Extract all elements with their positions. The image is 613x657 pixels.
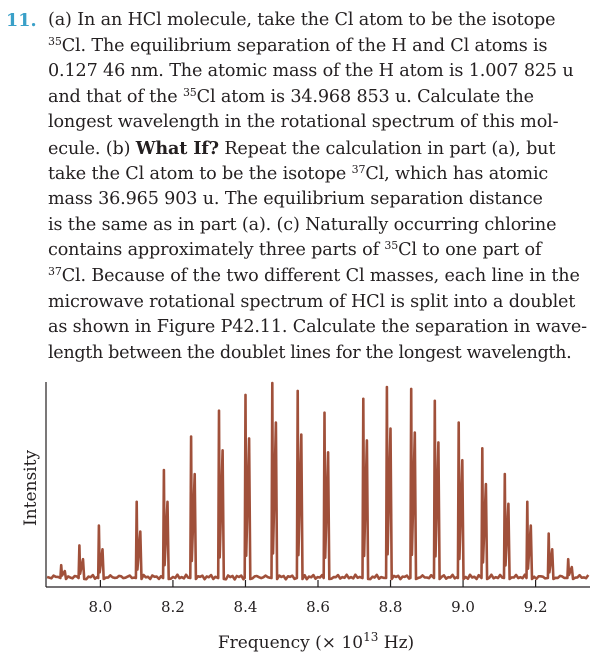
text-run: mass 36.965 903 u. The equilibrium separation distance	[48, 189, 543, 210]
problem-number: 11.	[6, 10, 37, 31]
doublet-peak-minor	[507, 503, 509, 505]
doublet-peak-major	[98, 525, 100, 527]
x-tick-label: 8.8	[378, 598, 403, 616]
text-run: ecule. (b)	[48, 139, 136, 159]
doublet-peak-major	[78, 544, 80, 546]
doublet-peak-minor	[194, 473, 196, 475]
x-ticks	[88, 580, 547, 616]
doublet-peak-major	[386, 386, 388, 388]
doublet-peak-minor	[530, 525, 532, 527]
doublet-peak-major	[504, 473, 506, 475]
doublet-peak-minor	[139, 531, 141, 533]
text-run: microwave rotational spectrum of HCl is split into a doublet	[48, 291, 576, 312]
x-tick-label: 9.2	[523, 598, 548, 616]
text-run: Cl, which has atomic	[365, 163, 549, 184]
doublet-peak-major	[324, 412, 326, 414]
isotope-superscript: 37	[48, 265, 62, 278]
doublet-peak-minor	[551, 548, 553, 550]
doublet-peak-minor	[300, 434, 302, 436]
doublet-peak-major	[526, 501, 528, 503]
doublet-peak-minor	[82, 558, 84, 560]
isotope-superscript: 35	[48, 34, 62, 48]
doublet-peak-minor	[248, 438, 250, 440]
text-run: Cl atom is 34.968 853 u. Calculate the	[196, 86, 534, 107]
text-run: Cl. The equilibrium separation of the H and Cl atoms is	[61, 35, 548, 56]
doublet-peak-major	[362, 398, 364, 400]
doublet-peak-minor	[461, 459, 463, 461]
y-axis-label: Intensity	[21, 449, 41, 527]
text-run: Repeat the calculation in part (a), but	[218, 139, 556, 159]
text-run: Cl. Because of the two different Cl masses, each line in the	[61, 266, 580, 286]
text-run: length between the doublet lines for the longest wavelength.	[48, 342, 572, 363]
doublet-peak-major	[245, 394, 247, 396]
doublet-peak-major	[60, 564, 62, 566]
doublet-peak-minor	[485, 483, 487, 485]
doublet-peak-major	[297, 390, 299, 392]
text-run: 0.127 46 nm. The atomic mass of the H atom is 1.007 825 u	[48, 61, 574, 82]
x-tick-label: 8.2	[161, 598, 185, 616]
text-run: is the same as in part (a). (c) Naturally occurring chlorine	[48, 214, 557, 235]
doublet-peak-major	[410, 388, 412, 390]
x-tick-label: 8.0	[88, 598, 113, 616]
text-run: and that of the	[48, 86, 183, 107]
what-if-label: What If?	[135, 138, 219, 159]
doublet-peak-major	[458, 422, 460, 424]
text-run: contains approximately three parts of	[48, 240, 385, 261]
text-run: longest wavelength in the rotational spectrum of this mol-	[48, 112, 559, 133]
text-run: take the Cl atom to be the isotope	[48, 163, 352, 184]
x-tick-label: 8.6	[306, 598, 330, 616]
doublet-peak-minor	[102, 548, 104, 550]
isotope-superscript: 37	[351, 162, 366, 176]
text-run: (a) In an HCl molecule, take the Cl atom to be the isotope	[48, 10, 556, 30]
doublet-peak-minor	[571, 566, 573, 568]
x-tick-label: 9.0	[451, 598, 475, 616]
text-run: Cl to one part of	[398, 240, 542, 261]
doublet-peak-minor	[366, 440, 368, 442]
doublet-peak-minor	[167, 501, 169, 503]
doublet-peak-minor	[390, 428, 392, 430]
doublet-peak-major	[163, 469, 165, 471]
doublet-peak-minor	[437, 442, 439, 444]
doublet-peak-minor	[327, 451, 329, 453]
doublet-peak-minor	[222, 449, 224, 451]
doublet-peak-major	[136, 501, 138, 503]
doublet-peak-major	[190, 436, 192, 438]
isotope-superscript: 35	[384, 239, 399, 253]
x-axis-label: Frequency (× $10^{13}$ Hz)	[217, 630, 415, 653]
x-tick-label: 8.4	[233, 598, 258, 616]
doublet-peak-major	[567, 558, 569, 560]
doublet-peak-major	[218, 410, 220, 412]
doublet-peak-major	[271, 382, 273, 384]
doublet-peak-minor	[414, 432, 416, 434]
spectrum-line	[47, 383, 588, 579]
doublet-peak-minor	[275, 422, 277, 424]
text-run: as shown in Figure P42.11. Calculate the separation in wave-	[48, 317, 587, 338]
doublet-peak-minor	[64, 570, 66, 572]
isotope-superscript: 35	[182, 85, 197, 99]
doublet-peak-major	[548, 533, 550, 535]
doublet-peak-major	[481, 447, 483, 449]
doublet-peak-major	[434, 400, 436, 402]
